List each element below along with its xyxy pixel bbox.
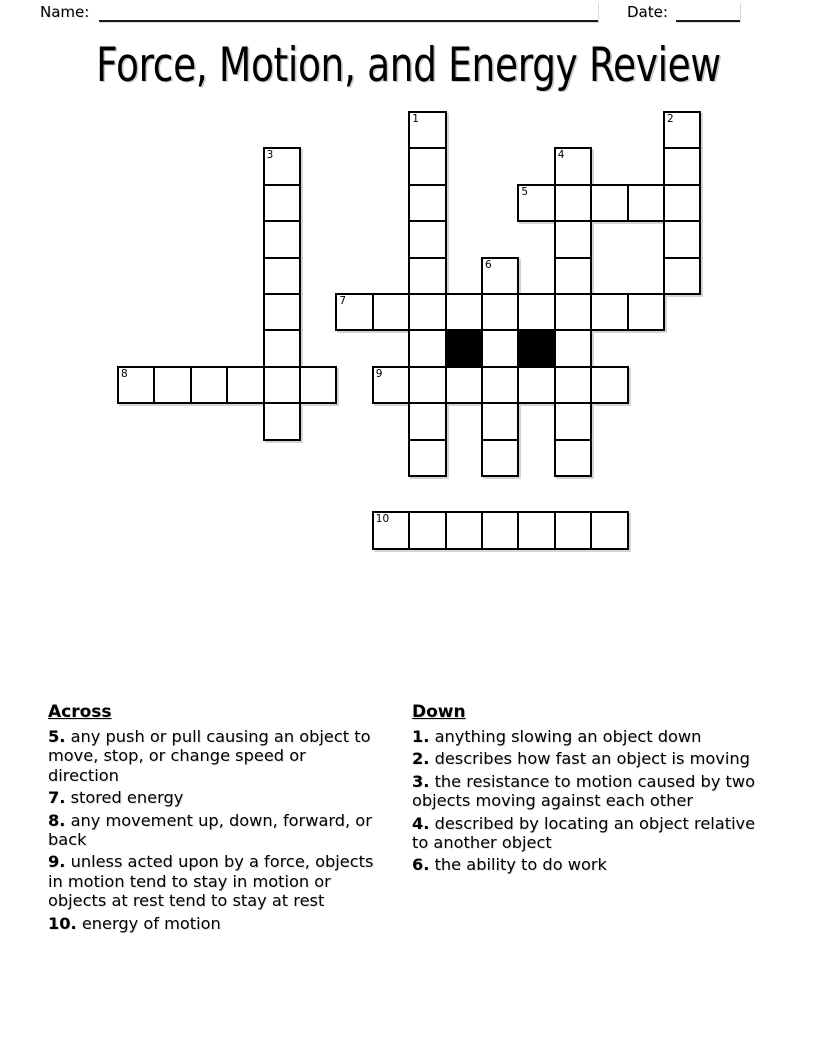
title-wrap — [0, 40, 816, 92]
grid-cell[interactable] — [445, 366, 483, 404]
grid-cell[interactable] — [263, 402, 301, 440]
cell-number: 8 — [121, 367, 128, 380]
clue-item — [412, 749, 760, 768]
grid-cell[interactable] — [263, 366, 301, 404]
clue-number: 10. — [48, 913, 77, 933]
grid-cell[interactable] — [408, 184, 446, 222]
clue-item — [412, 855, 760, 874]
cell-number: 4 — [557, 149, 565, 162]
clue-item — [412, 727, 760, 746]
grid-cell[interactable] — [408, 366, 446, 404]
down-clue-list — [412, 727, 760, 875]
clue-text: any movement up, down, forward, or back — [48, 810, 372, 850]
name-label: Name: — [40, 3, 90, 21]
grid-cell[interactable] — [627, 293, 665, 331]
clue-text: unless acted upon by a force, objects in motion tend to stay in motion or objects at rest tend to stay at rest — [48, 852, 374, 911]
clue-number: 9. — [48, 852, 66, 872]
grid-cell[interactable] — [408, 402, 446, 440]
grid-cell[interactable] — [408, 329, 446, 367]
clue-text: describes how fast an object is moving — [429, 749, 750, 769]
clue-item — [48, 852, 380, 910]
cell-number: 7 — [339, 295, 347, 307]
clue-item — [48, 788, 380, 807]
grid-cell[interactable] — [663, 147, 701, 185]
grid-cell[interactable] — [408, 220, 446, 258]
grid-cell[interactable] — [481, 329, 519, 367]
clue-number: 2. — [412, 749, 430, 769]
grid-cell[interactable] — [226, 366, 264, 404]
grid-cell[interactable] — [554, 329, 592, 367]
grid-cell[interactable] — [408, 511, 446, 549]
clue-item — [48, 811, 380, 850]
grid-cell[interactable] — [481, 439, 519, 477]
clue-text: the ability to do work — [429, 855, 607, 875]
grid-cell[interactable] — [590, 366, 628, 404]
grid-cell[interactable] — [663, 220, 701, 258]
clue-text: the resistance to motion caused by two objects moving against each other — [412, 771, 756, 811]
grid-cell[interactable] — [590, 184, 628, 222]
clue-text: energy of motion — [76, 913, 221, 933]
cell-number: 6 — [485, 258, 492, 271]
clue-item — [48, 914, 380, 933]
clue-number: 6. — [412, 855, 430, 875]
grid-cell[interactable] — [517, 293, 555, 331]
grid-cell[interactable] — [554, 147, 592, 185]
across-heading: Across — [48, 702, 112, 722]
cell-number: 1 — [412, 113, 419, 125]
grid-cell[interactable] — [372, 511, 410, 549]
grid-cell[interactable] — [408, 293, 446, 331]
cell-number: 2 — [667, 113, 674, 125]
down-clues-column — [412, 702, 760, 878]
date-blank-line[interactable] — [676, 2, 740, 22]
grid-cell[interactable] — [372, 366, 410, 404]
grid-cell[interactable] — [663, 111, 701, 149]
cell-number: 3 — [266, 149, 274, 162]
grid-cell[interactable] — [263, 257, 301, 295]
grid-cell[interactable] — [517, 184, 555, 222]
clue-text: stored energy — [65, 788, 184, 808]
grid-cell[interactable] — [117, 366, 155, 404]
grid-cell[interactable] — [554, 366, 592, 404]
grid-cell[interactable] — [263, 220, 301, 258]
cell-number: 10 — [375, 513, 390, 526]
grid-cell[interactable] — [590, 511, 628, 549]
clue-number: 7. — [48, 788, 66, 808]
grid-cell[interactable] — [554, 184, 592, 222]
grid-cell[interactable] — [481, 366, 519, 404]
clue-text: anything slowing an object down — [429, 727, 702, 746]
grid-cell[interactable] — [408, 111, 446, 149]
clue-item — [412, 772, 760, 811]
clue-item — [412, 814, 760, 853]
grid-cell[interactable] — [445, 293, 483, 331]
down-heading: Down — [412, 702, 466, 722]
grid-cell[interactable] — [408, 147, 446, 185]
grid-cell[interactable] — [481, 511, 519, 549]
cell-number: 9 — [375, 367, 383, 380]
grid-cell[interactable] — [372, 293, 410, 331]
grid-cell[interactable] — [663, 257, 701, 295]
across-clue-list — [48, 727, 380, 933]
cell-number: 5 — [521, 185, 529, 198]
name-blank-line[interactable] — [99, 2, 598, 22]
grid-cell[interactable] — [554, 439, 592, 477]
clue-number: 5. — [48, 727, 66, 746]
grid-cell[interactable] — [663, 184, 701, 222]
grid-cell[interactable] — [517, 366, 555, 404]
grid-cell[interactable] — [408, 257, 446, 295]
clue-number: 8. — [48, 810, 66, 830]
grid-cell[interactable] — [554, 220, 592, 258]
grid-cell[interactable] — [554, 511, 592, 549]
grid-cell[interactable] — [299, 366, 337, 404]
grid-cell[interactable] — [263, 184, 301, 222]
clue-text: described by locating an object relative to another object — [412, 813, 756, 853]
clue-number: 3. — [412, 771, 430, 791]
across-clues-column — [48, 702, 380, 936]
grid-cell[interactable] — [263, 293, 301, 331]
grid-cell[interactable] — [408, 439, 446, 477]
page-title: Force, Motion, and Energy Review — [95, 38, 721, 93]
grid-cell[interactable] — [153, 366, 191, 404]
grid-cell[interactable] — [590, 293, 628, 331]
grid-cell[interactable] — [554, 293, 592, 331]
crossword-grid — [117, 111, 703, 551]
grid-cell[interactable] — [445, 511, 483, 549]
grid-cell[interactable] — [481, 293, 519, 331]
grid-cell[interactable] — [335, 293, 373, 331]
clue-text: any push or pull causing an object to move, stop, or change speed or direction — [48, 727, 371, 785]
grid-cell[interactable] — [627, 184, 665, 222]
grid-cell[interactable] — [481, 257, 519, 295]
clue-item — [48, 727, 380, 785]
grid-cell[interactable] — [263, 329, 301, 367]
grid-cell[interactable] — [517, 511, 555, 549]
grid-cell[interactable] — [190, 366, 228, 404]
grid-cell[interactable] — [554, 257, 592, 295]
grid-cell[interactable] — [263, 147, 301, 185]
grid-cell[interactable] — [481, 402, 519, 440]
clue-number: 4. — [412, 813, 430, 833]
blocked-cell — [517, 329, 555, 367]
clue-number: 1. — [412, 727, 430, 746]
date-label: Date: — [627, 3, 668, 21]
grid-cell[interactable] — [554, 402, 592, 440]
blocked-cell — [445, 329, 483, 367]
